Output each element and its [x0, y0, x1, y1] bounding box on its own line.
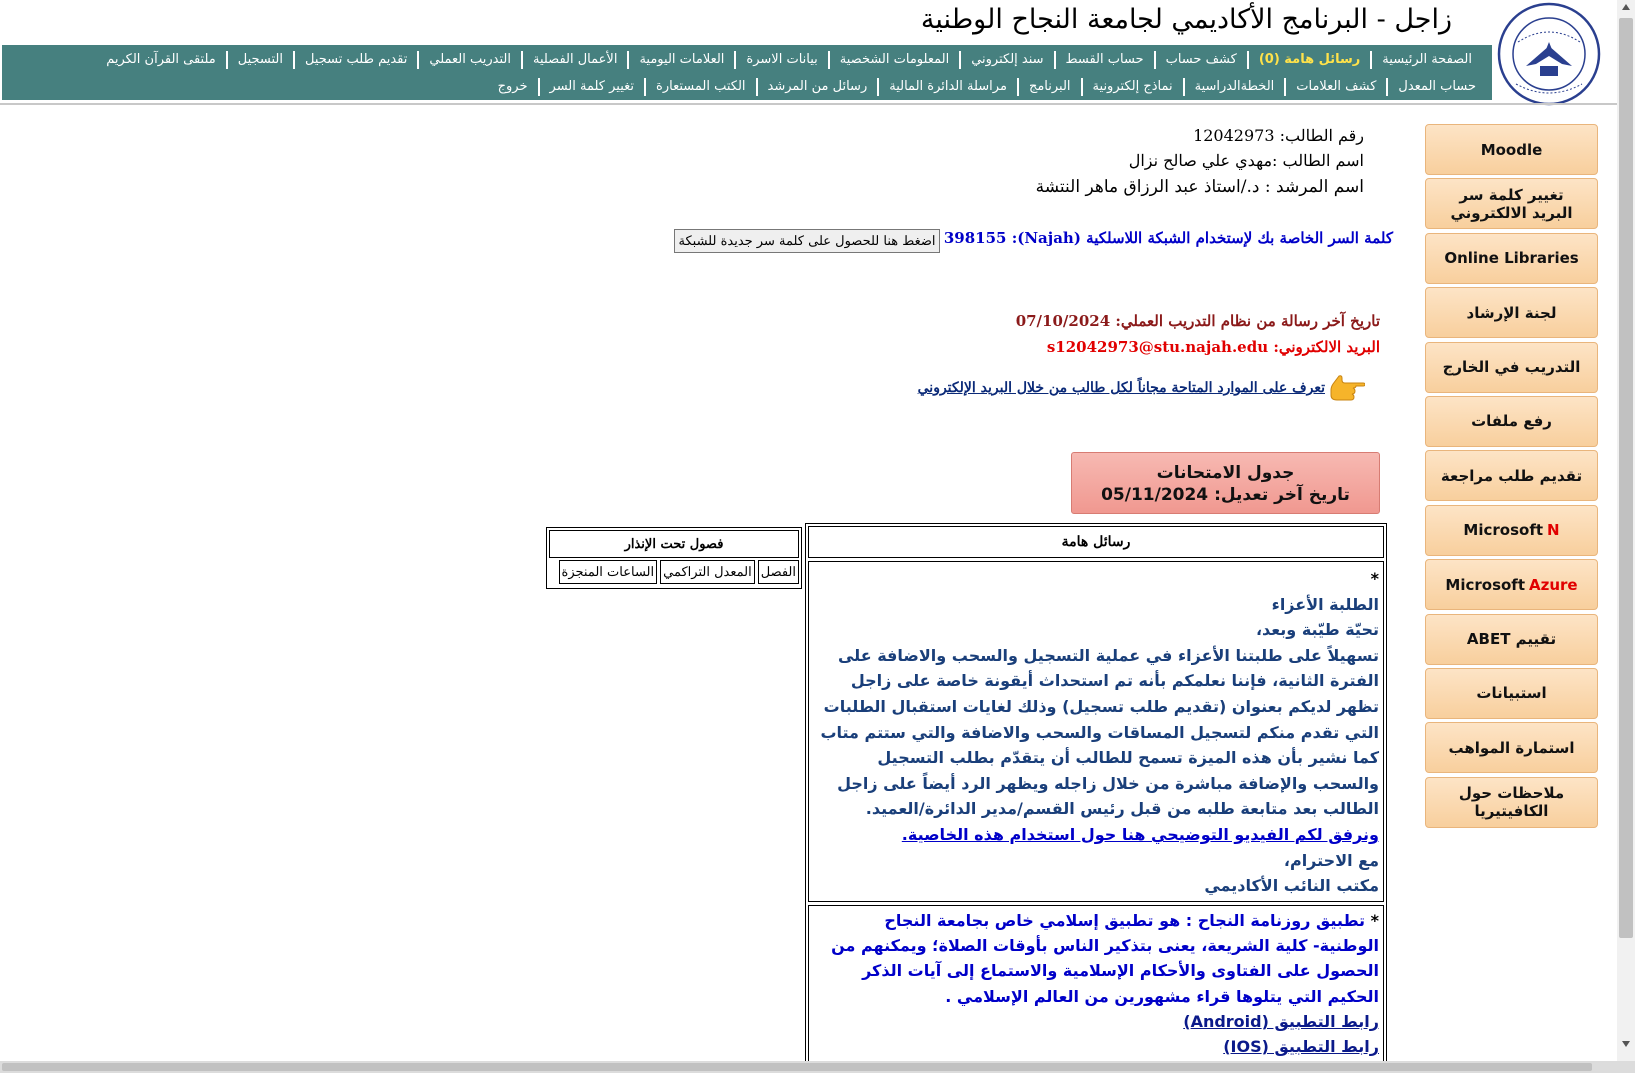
nav-gpa-calc[interactable]: حساب المعدل [1386, 78, 1486, 96]
warnings-columns [549, 560, 799, 584]
message-closing: مع الاحترام، [1283, 850, 1379, 870]
student-id-line [1193, 126, 1364, 145]
message-paragraph: كما نشير بأن هذه الميزة تسمح للطالب أن يتقدّم بطلب التسجيل والسحب والإضافة مباشرة من خلال زاجله ويظهر الرد أيضاً على زاجل الطالب بعد متابعة طلبه من قبل رئيس القسم/مدير الدائرة/العميد. [837, 748, 1379, 819]
training-label: تاريخ آخر رسالة من نظام التدريب العملي: [1115, 312, 1380, 330]
nav-account-statement[interactable]: كشف حساب [1154, 51, 1247, 69]
message-paragraph: تسهيلاً على طلبتنا الأعزاء في عملية التسجيل والسحب والاضافة على الفترة الثانية، فإننا نعلمكم بأنه تم استحداث أيقونة خاصة على زاجل تظهر لديكم بعنوان (تقديم طلب تسجيل) وذلك لغايات استقبال الطلبات التي تقدم منكم لتسجيل المساقات والسحب والاضافة والتي ستتم متاب [820, 645, 1379, 742]
nav-coursework[interactable]: الأعمال الفصلية [521, 51, 627, 69]
nav-important-messages[interactable]: رسائل هامة (0) [1247, 51, 1370, 69]
sidebar-item-label: لجنة الإرشاد [1466, 303, 1557, 322]
sidebar-item-label: رفع ملفات [1471, 412, 1552, 431]
exam-schedule-updated [1072, 484, 1379, 506]
header-divider [0, 103, 1617, 105]
training-date: 07/10/2024 [1015, 312, 1111, 330]
sidebar-cafeteria-feedback[interactable] [1425, 777, 1598, 828]
nav-study-plan[interactable]: الخطةالدراسية [1183, 78, 1285, 96]
nav-e-forms[interactable]: نماذج إلكترونية [1081, 78, 1183, 96]
sidebar-item-label: Online Libraries [1444, 249, 1579, 268]
sidebar-item-accent: N [1547, 521, 1560, 540]
sidebar-talents-form[interactable] [1425, 722, 1598, 773]
nav-personal-info[interactable]: المعلومات الشخصية [828, 51, 959, 69]
scroll-down-arrow-icon[interactable] [1622, 1041, 1630, 1047]
nav-finance-contact[interactable]: مراسلة الدائرة المالية [877, 78, 1017, 96]
sidebar-item-label: Moodle [1480, 140, 1543, 159]
sidebar-item-label: Microsoft [1445, 575, 1525, 594]
sidebar-item-label: Microsoft [1463, 521, 1544, 540]
important-messages-panel [805, 523, 1387, 1061]
sidebar-online-libraries[interactable] [1425, 233, 1598, 284]
email-resources-link[interactable]: تعرف على الموارد المتاحة مجاناً لكل طالب من خلال البريد الإلكتروني [917, 380, 1325, 396]
sidebar-item-label: تقييم ABET [1466, 630, 1557, 649]
horizontal-scrollbar-thumb[interactable] [2, 1063, 1592, 1071]
nav-row-secondary [2, 74, 1492, 100]
vertical-scrollbar-thumb[interactable] [1619, 18, 1633, 938]
android-app-link[interactable]: رابط التطبيق (Android) [1183, 1011, 1379, 1031]
student-email-line [1047, 338, 1380, 356]
main-navigation [2, 45, 1492, 100]
message-salutation: تحيّة طيّبة وبعد، [1255, 620, 1379, 640]
sidebar-surveys[interactable] [1425, 668, 1598, 719]
site-title: زاجل - البرنامج الأكاديمي لجامعة النجاح الوطنية [920, 4, 1452, 35]
nav-home[interactable]: الصفحة الرئيسية [1370, 51, 1482, 69]
message-bullet: * [1370, 569, 1379, 588]
wifi-password-value: 398155 [943, 229, 1007, 247]
email-label: البريد الالكتروني: [1273, 338, 1380, 356]
nav-transcript[interactable]: كشف العلامات [1284, 78, 1386, 96]
exam-schedule-button[interactable] [1071, 452, 1380, 514]
horizontal-scrollbar[interactable] [0, 1061, 1635, 1073]
nav-practical-training[interactable]: التدريب العملي [417, 51, 521, 69]
sidebar-moodle[interactable] [1425, 124, 1598, 175]
message-calendar-app [808, 905, 1384, 1061]
nav-registration[interactable]: التسجيل [226, 51, 293, 69]
nav-registration-request[interactable]: تقديم طلب تسجيل [293, 51, 417, 69]
university-seal-logo [1496, 2, 1602, 106]
sidebar-item-label: استبيانات [1476, 684, 1547, 703]
sidebar-training-abroad[interactable] [1425, 342, 1598, 393]
nav-advisor-messages[interactable]: رسائل من المرشد [756, 78, 878, 96]
nav-row-primary [2, 47, 1492, 73]
nav-installment-calc[interactable]: حساب القسط [1054, 51, 1154, 69]
sidebar-item-label: تقديم طلب مراجعة [1440, 466, 1583, 485]
scroll-up-arrow-icon[interactable] [1622, 4, 1630, 10]
nav-family-data[interactable]: بيانات الاسرة [734, 51, 827, 69]
column-semester: الفصل [758, 560, 799, 584]
sidebar-item-label: التدريب في الخارج [1442, 358, 1581, 377]
exam-updated-label: تاريخ آخر تعديل: [1214, 485, 1350, 505]
warning-semesters-table [546, 527, 802, 589]
pointing-hand-icon [1329, 372, 1365, 402]
tutorial-video-link[interactable]: ونرفق لكم الفيديو التوضيحي هنا حول استخدام هذه الخاصية. [901, 824, 1379, 844]
advisor-value: د./استاذ عبد الرزاق ماهر النتشة [1035, 177, 1260, 197]
sidebar-abet-evaluation[interactable] [1425, 614, 1598, 665]
nav-schedule[interactable]: البرنامج [1017, 78, 1081, 96]
ios-app-link[interactable]: رابط التطبيق (IOS) [1223, 1037, 1379, 1057]
student-name-value: مهدي علي صالح نزال [1128, 151, 1273, 170]
nav-change-password[interactable]: تغيير كلمة السر [538, 78, 645, 96]
training-last-message-line [1016, 312, 1380, 330]
sidebar-change-email-password[interactable] [1425, 178, 1598, 229]
sidebar-microsoft-azure[interactable] [1425, 559, 1598, 610]
sidebar-item-label: استمارة المواهب [1448, 738, 1575, 757]
warnings-header: فصول تحت الإنذار [549, 530, 799, 558]
advisor-name-line [1036, 177, 1364, 197]
student-name-line [1129, 151, 1364, 170]
exam-updated-date: 05/11/2024 [1101, 485, 1209, 505]
wifi-password-label: كلمة السر الخاصة بك لإستخدام الشبكة اللاسلكية (Najah): [1011, 229, 1393, 247]
sidebar-item-accent: Azure [1529, 575, 1578, 594]
sidebar-item-label: ملاحظات حول الكافيتيريا [1458, 784, 1565, 821]
sidebar-item-label: تغيير كلمة سر البريد الالكتروني [1450, 185, 1573, 222]
message-signature: مكتب النائب الأكاديمي [1204, 876, 1379, 896]
column-completed-hours: الساعات المنجزة [559, 560, 658, 584]
nav-quran-forum[interactable]: ملتقى القرآن الكريم [106, 52, 216, 67]
column-cumulative-gpa: المعدل التراكمي [660, 560, 755, 584]
exam-schedule-title: جدول الامتحانات [1156, 463, 1295, 483]
vertical-scrollbar[interactable] [1617, 0, 1635, 1061]
email-value: s12042973@stu.najah.edu [1046, 338, 1269, 356]
messages-header: رسائل هامة [808, 526, 1384, 558]
advisor-label: اسم المرشد : [1264, 177, 1364, 197]
sidebar [1425, 124, 1598, 831]
sidebar-guidance-committee[interactable] [1425, 287, 1598, 338]
new-wifi-password-button[interactable]: اضغط هنا للحصول على كلمة سر جديدة للشبكة [674, 229, 940, 253]
nav-e-receipt[interactable]: سند إلكتروني [959, 51, 1053, 69]
message-paragraph: تطبيق روزنامة النجاح : هو تطبيق إسلامي خاص بجامعة النجاح الوطنية- كلية الشريعة، يعنى بتذكير الناس بأوقات الصلاة؛ ويمكنهم من الحصول على الفتاوى والأحكام الإسلامية والاستماع إلى آيات الذكر الحكيم التي يتلوها قراء مشهورين من العالم الإسلامي . [831, 910, 1379, 1006]
sidebar-review-request[interactable] [1425, 450, 1598, 501]
nav-daily-grades[interactable]: العلامات اليومية [627, 51, 734, 69]
nav-borrowed-books[interactable]: الكتب المستعارة [644, 78, 756, 96]
sidebar-microsoft-n[interactable] [1425, 505, 1598, 556]
sidebar-upload-files[interactable] [1425, 396, 1598, 447]
student-id-value: 12042973 [1193, 126, 1275, 145]
message-bullet: * [1370, 910, 1379, 930]
message-registration [808, 561, 1384, 902]
message-greeting: الطلبة الأعزاء [1271, 594, 1379, 614]
nav-logout[interactable]: خروج [497, 79, 528, 94]
student-name-label: اسم الطالب : [1272, 151, 1364, 170]
student-id-label: رقم الطالب: [1279, 126, 1364, 145]
wifi-password-line [944, 229, 1393, 247]
